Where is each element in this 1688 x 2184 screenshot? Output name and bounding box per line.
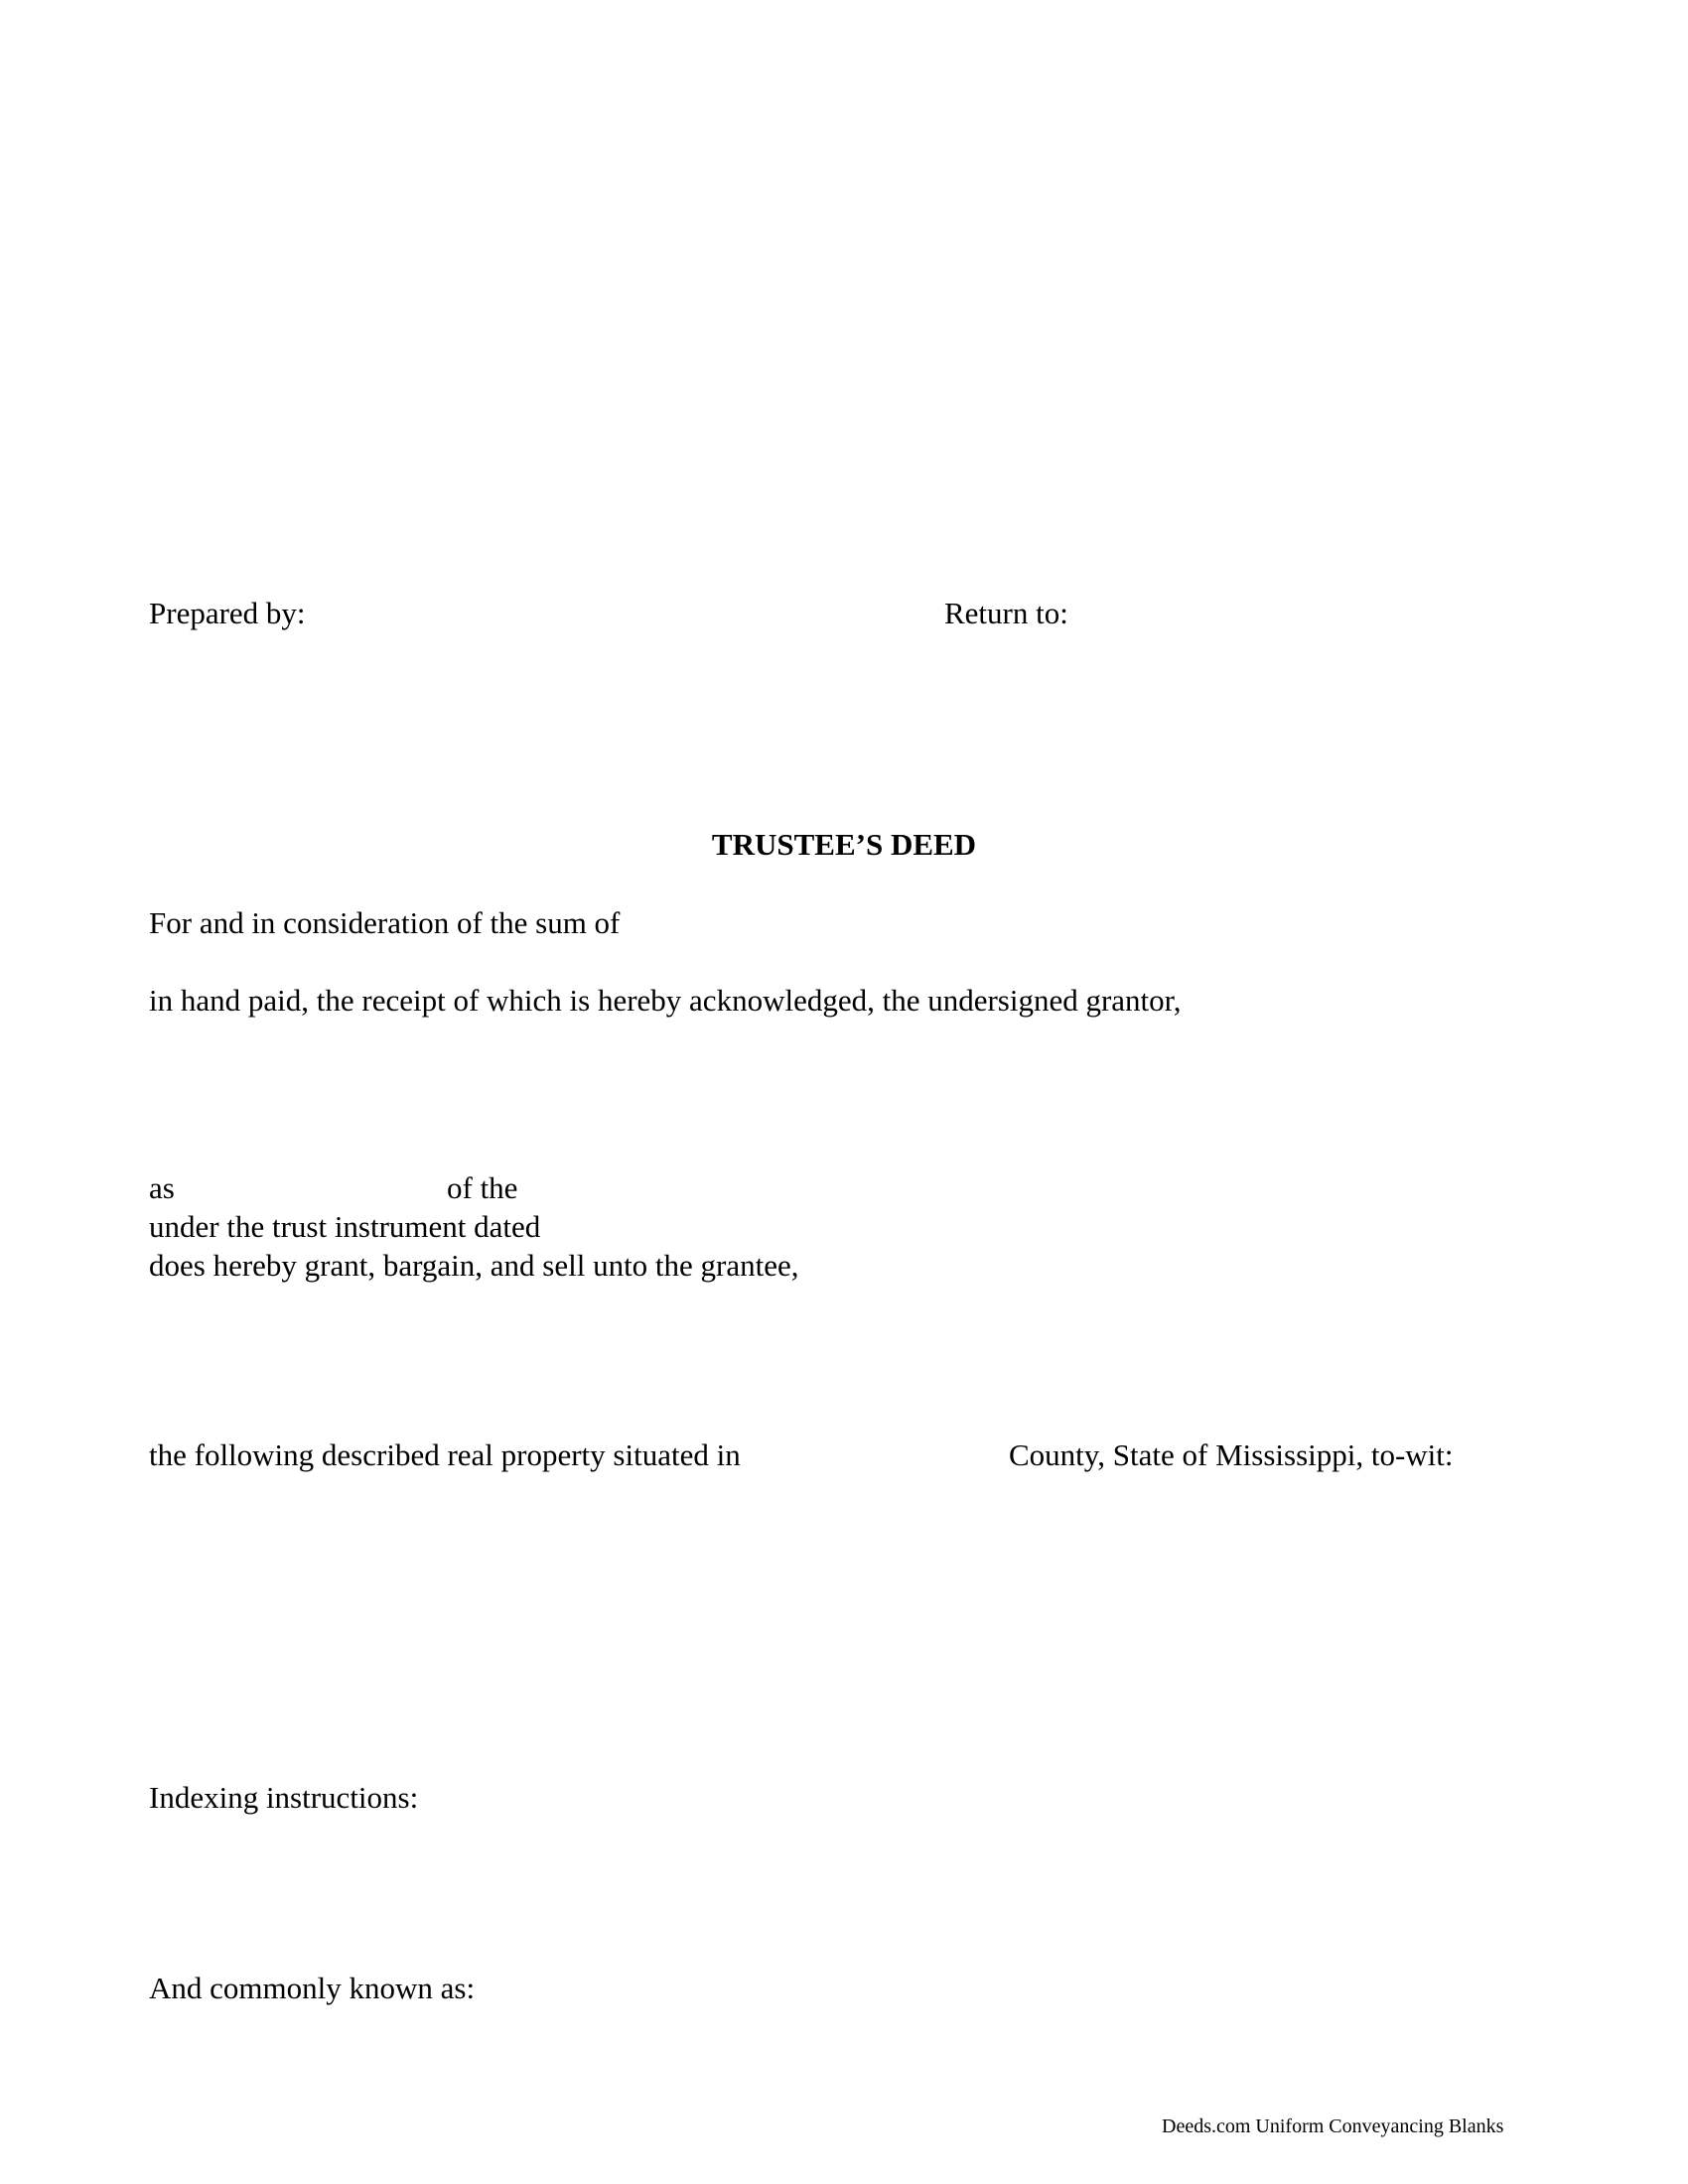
document-title: TRUSTEE’S DEED: [711, 827, 977, 862]
county-state-text: County, State of Mississippi, to-wit:: [1009, 1437, 1454, 1472]
footer-text: Deeds.com Uniform Conveyancing Blanks: [1162, 2116, 1504, 2137]
commonly-known-label: And commonly known as:: [149, 1971, 476, 2005]
receipt-text: in hand paid, the receipt of which is hereby acknowledged, the undersigned grantor,: [149, 983, 1182, 1018]
property-situated-text: the following described real property situated in: [149, 1437, 741, 1472]
trust-instrument-text: under the trust instrument dated: [149, 1209, 541, 1244]
return-to-label: Return to:: [944, 596, 1068, 630]
consideration-text: For and in consideration of the sum of: [149, 905, 621, 940]
indexing-instructions-label: Indexing instructions:: [149, 1780, 419, 1815]
prepared-by-label: Prepared by:: [149, 596, 306, 630]
of-the-text: of the: [447, 1170, 518, 1205]
as-text: as: [149, 1170, 175, 1205]
grant-text: does hereby grant, bargain, and sell unto the grantee,: [149, 1248, 799, 1283]
